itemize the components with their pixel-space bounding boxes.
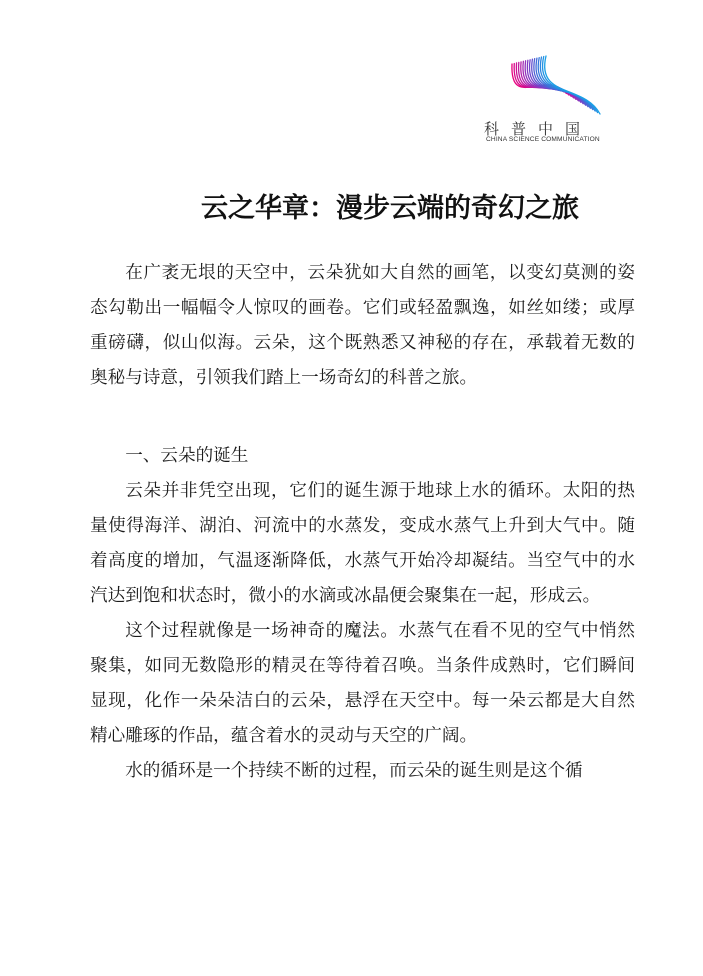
logo-name-cn: 科普中国	[484, 120, 593, 138]
logo-name-en: CHINA SCIENCE COMMUNICATION	[486, 136, 600, 143]
logo-wave-icon	[506, 50, 606, 120]
document-body	[90, 256, 635, 789]
section-heading: 一、云朵的诞生	[125, 446, 249, 466]
logo	[484, 50, 634, 146]
body-paragraph-3: 水的循环是一个持续不断的过程，而云朵的诞生则是这个循	[125, 761, 583, 781]
document-title: 云之华章：漫步云端的奇幻之旅	[201, 193, 579, 224]
body-paragraph-2: 这个过程就像是一场神奇的魔法。水蒸气在看不见的空气中悄然聚集，如同无数隐形的精灵在等待着召唤。当条件成熟时，它们瞬间显现，化作一朵朵洁白的云朵，悬浮在天空中。每一朵云都是大自然精心雕琢的作品，蕴含着水的灵动与天空的广阔。	[90, 621, 635, 746]
section-spacer	[90, 396, 635, 439]
body-paragraph-1: 云朵并非凭空出现，它们的诞生源于地球上水的循环。太阳的热量使得海洋、湖泊、河流中的水蒸发，变成水蒸气上升到大气中。随着高度的增加，气温逐渐降低，水蒸气开始冷却凝结。当空气中的水汽达到饱和状态时，微小的水滴或冰晶便会聚集在一起，形成云。	[90, 481, 635, 606]
intro-paragraph: 在广袤无垠的天空中，云朵犹如大自然的画笔，以变幻莫测的姿态勾勒出一幅幅令人惊叹的画卷。它们或轻盈飘逸，如丝如缕；或厚重磅礴，似山似海。云朵，这个既熟悉又神秘的存在，承载着无数的奥秘与诗意，引领我们踏上一场奇幻的科普之旅。	[90, 263, 635, 388]
